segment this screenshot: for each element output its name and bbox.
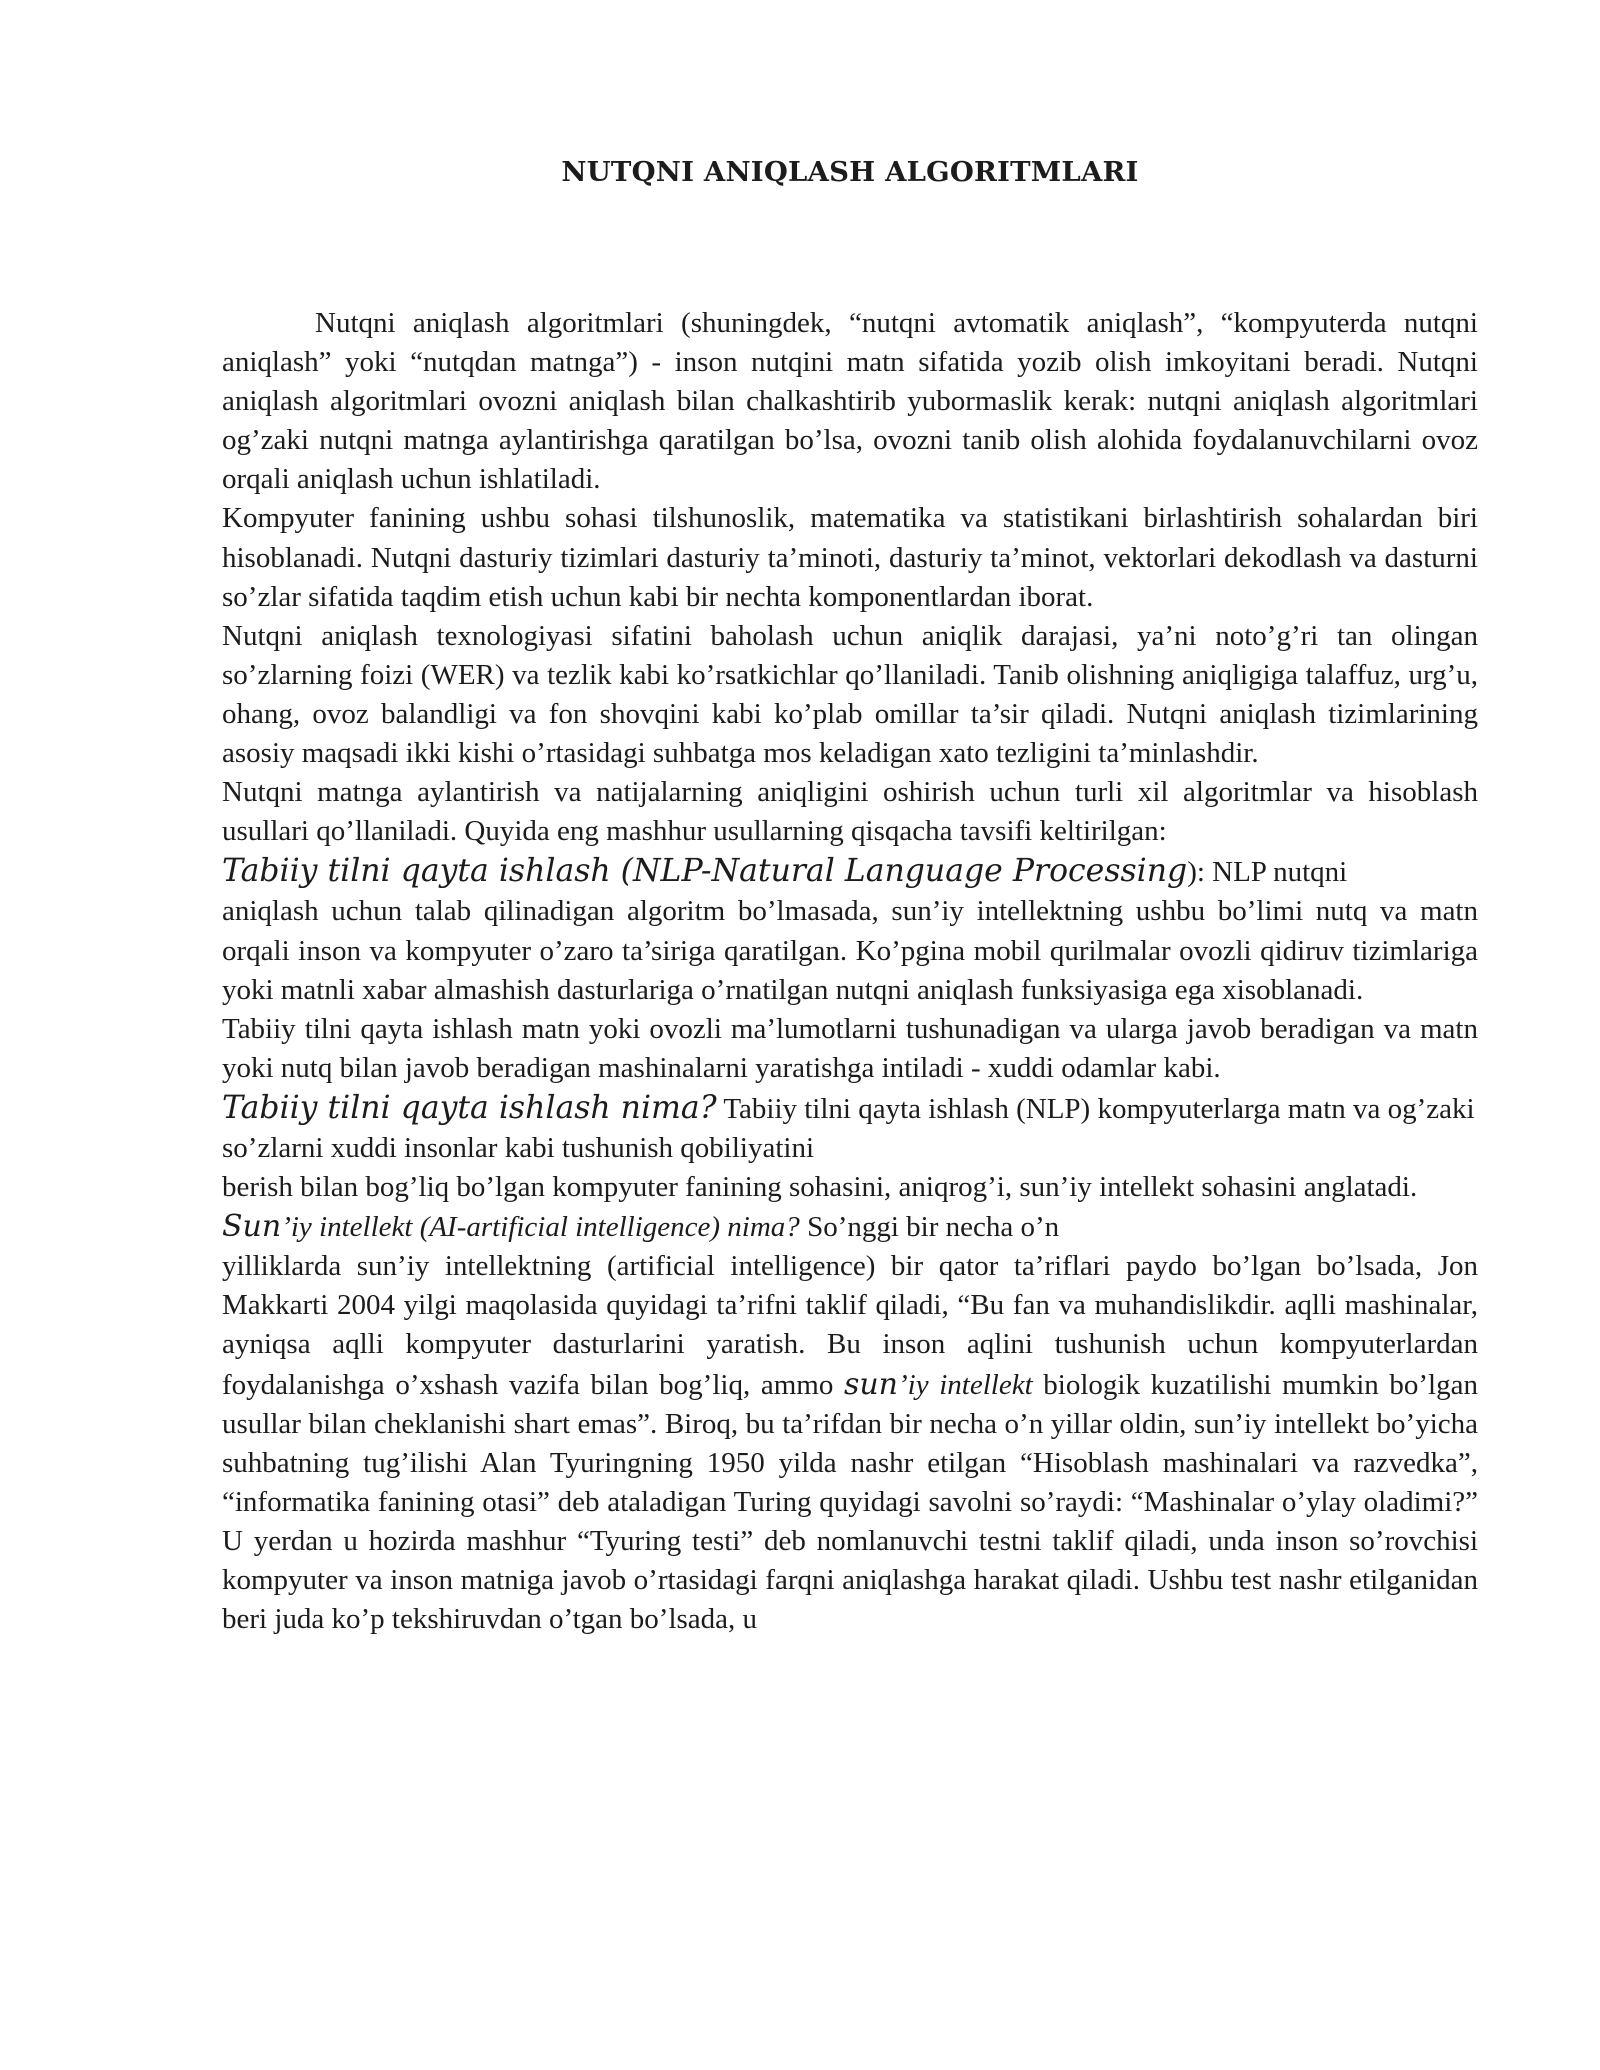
ai-body-part-a: yilliklarda sun’iy intellektning (artificial intelligence) bir qator ta’riflari paydo bo’lgan bo’lsada, Jon Makkarti 2004 yilgi maqolasida quyidagi ta’rifni taklif qiladi, “Bu fan va muhandislikdir. aqlli mashinalar, ayniqsa aqlli kompyuter dasturlarini yaratish. Bu inson aqlini tushunish uchun kompyuterlardan foydalanishga o’xshash vazifa bilan bog’liq, ammo [222, 1250, 1478, 1401]
document-page [222, 150, 1478, 1639]
ai-heading-part-b: ’iy intellekt (AI-artificial intelligence) nima? [281, 1211, 800, 1244]
paragraph-intro: Nutqni aniqlash algoritmlari (shuningdek, “nutqni avtomatik aniqlash”, “kompyuterda nutqni aniqlash” yoki “nutqdan matnga”) - inson nutqini matn sifatida yozib olish imkoyitani beradi. Nutqni aniqlash algoritmlari ovozni aniqlash bilan chalkashtirib yubormaslik kerak: nutqni aniqlash algoritmlari og’zaki nutqni matnga aylantirishga qaratilgan bo’lsa, ovozni tanib olish alohida foydalanuvchilarni ovoz orqali aniqlash uchun ishlatiladi. [222, 307, 1478, 496]
nlp-heading: Tabiiy tilni qayta ishlash (NLP-Natural Language Processing [222, 853, 1188, 890]
page-title: NUTQNI ANIQLASH ALGORITMLARI [561, 156, 1139, 188]
paragraph-what-is-nlp-line [222, 1088, 1478, 1168]
paragraph-computer-science-field: Kompyuter fanining ushbu sohasi tilshunoslik, matematika va statistikani birlashtirish sohalardan biri hisoblanadi. Nutqni dasturiy tizimlari dasturiy ta’minoti, dasturiy ta’minot, vektorlari dekodlash va dasturni so’zlar sifatida taqdim etish uchun kabi bir nechta komponentlardan iborat. [222, 502, 1478, 613]
ai-heading-tail: So’nggi bir necha o’n [799, 1211, 1060, 1244]
paragraph-what-is-ai-line [222, 1207, 1478, 1247]
what-is-nlp-heading: Tabiiy tilni qayta ishlash nima? [222, 1089, 717, 1126]
paragraph-nlp-goal: Tabiiy tilni qayta ishlash matn yoki ovozli ma’lumotlarni tushunadigan va ularga javob beradigan va matn yoki nutq bilan javob beradigan mashinalarni yaratishga intiladi - xuddi odamlar kabi. [222, 1012, 1478, 1084]
paragraph-quality-metrics: Nutqni aniqlash texnologiyasi sifatini baholash uchun aniqlik darajasi, ya’ni noto’g’ri tan olingan so’zlarning foizi (WER) va tezlik kabi ko’rsatkichlar qo’llaniladi. Tanib olishning aniqligiga talaffuz, urg’u, ohang, ovoz balandligi va fon shovqini kabi ko’plab omillar ta’sir qiladi. Nutqni aniqlash tizimlarining asosiy maqsadi ikki kishi o’rtasidagi suhbatga mos keladigan xato tezligini ta’minlashdir. [222, 619, 1478, 770]
ai-heading-part-a: Sun [222, 1209, 282, 1245]
paragraph-what-is-ai-body [222, 1247, 1478, 1639]
ai-body-part-b: biologik kuzatilishi mumkin bo’lgan usullar bilan cheklanishi shart emas”. Biroq, bu ta’rifdan bir necha o’n yillar oldin, sun’iy intellekt bo’yicha suhbatning tug’ilishi Alan Tyuringning 1950 yilda nashr etilgan “Hisoblash mashinalari va razvedka”, “informatika fanining otasi” deb ataladigan Turing quyidagi savolni so’raydi: “Mashinalar o’ylay oladimi?” U yerdan u hozirda mashhur “Tyuring testi” deb nomlanuvchi testni taklif qiladi, unda inson so’rovchisi kompyuter va inson matniga javob o’rtasidagi farqni aniqlashga harakat qiladi. Ushbu test nashr etilganidan beri juda ko’p tekshiruvdan o’tgan bo’lsada, u [222, 1368, 1478, 1636]
nlp-heading-tail: ): NLP nutqni [1187, 856, 1348, 889]
paragraph-nlp-heading-line [222, 851, 1478, 892]
what-is-nlp-text: Tabiiy tilni qayta ishlash (NLP) kompyuterlarga matn va og’zaki so’zlarni xuddi insonlar kabi tushunish qobiliyatini [222, 1092, 1475, 1164]
ai-body-italic-a: sun [843, 1366, 899, 1402]
ai-body-italic-b: ’iy intellekt [898, 1368, 1033, 1401]
paragraph-algorithms-overview: Nutqni matnga aylantirish va natijalarning aniqligini oshirish uchun turli xil algoritmlar va hisoblash usullari qo’llaniladi. Quyida eng mashhur usullarning qisqacha tavsifi keltirilgan: [222, 776, 1478, 848]
paragraph-what-is-nlp-body: berish bilan bog’liq bo’lgan kompyuter fanining sohasini, aniqrog’i, sun’iy intellekt sohasini anglatadi. [222, 1171, 1418, 1204]
paragraph-nlp-body: aniqlash uchun talab qilinadigan algoritm bo’lmasada, sun’iy intellektning ushbu bo’limi nutq va matn orqali inson va kompyuter o’zaro ta’siriga qaratilgan. Ko’pgina mobil qurilmalar ovozli qidiruv tizimlariga yoki matnli xabar almashish dasturlariga o’rnatilgan nutqni aniqlash funksiyasiga ega xisoblanadi. [222, 895, 1478, 1006]
